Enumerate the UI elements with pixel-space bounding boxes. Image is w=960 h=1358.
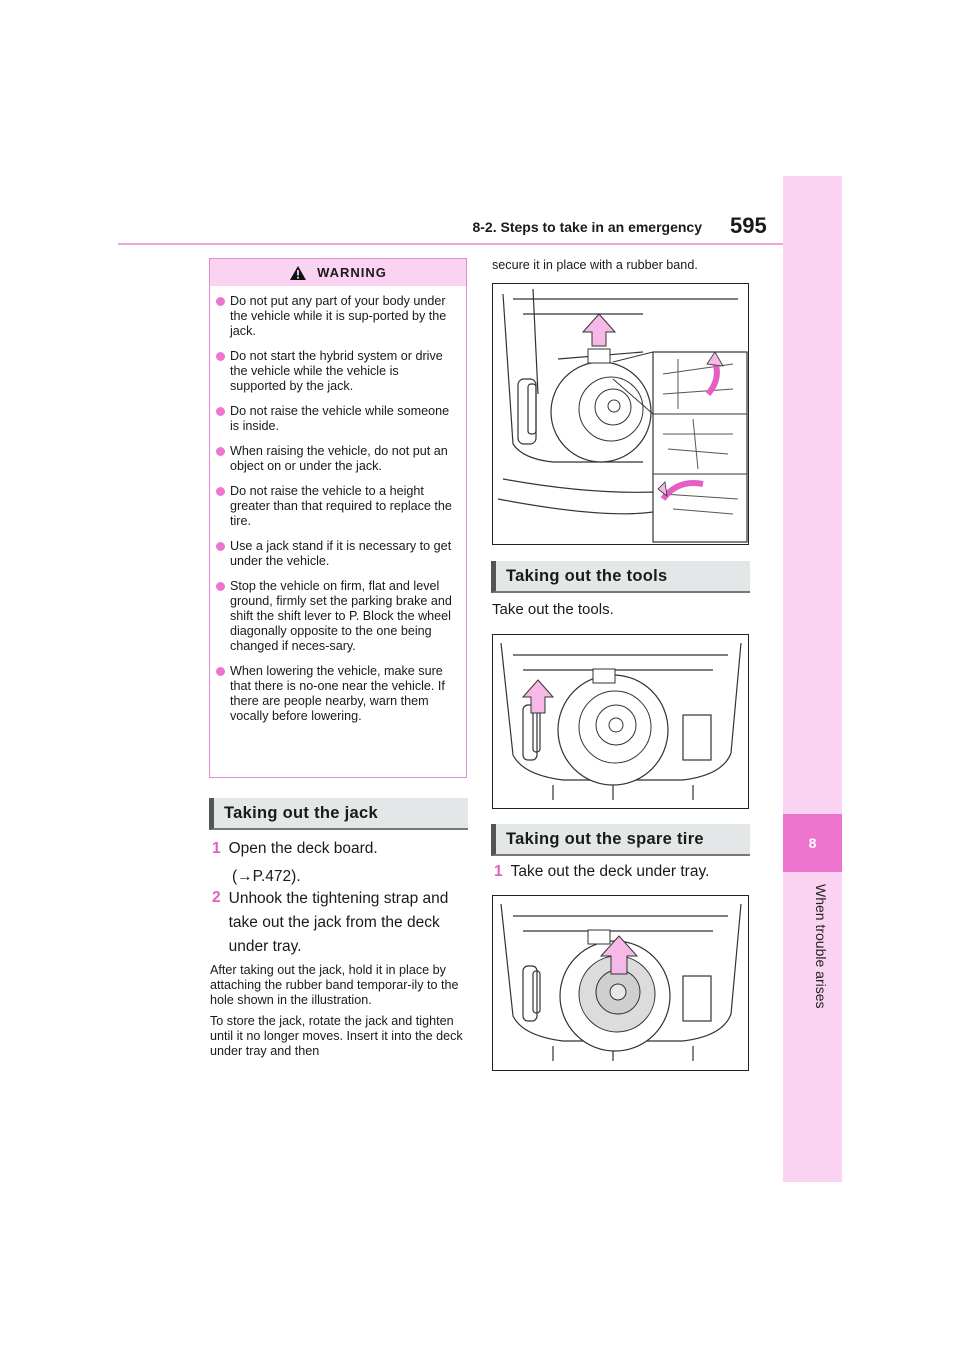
spare-tire-illustration xyxy=(492,895,749,1071)
bullet-icon xyxy=(216,667,225,676)
warning-item: Use a jack stand if it is necessary to get under the vehicle. xyxy=(218,539,456,569)
jack-step-1: 1 Open the deck board. (→P.472). xyxy=(212,838,470,888)
warning-item: Stop the vehicle on firm, flat and level ground, firmly set the parking brake and shift the shift lever to P. Block the wheel diagonally opposite to the one being changed if neces-sary. xyxy=(218,579,456,654)
chapter-number: 8 xyxy=(783,814,842,872)
section-title: 8-2. Steps to take in an emergency xyxy=(472,219,702,235)
tools-section-heading: Taking out the tools xyxy=(491,561,750,593)
bullet-icon xyxy=(216,352,225,361)
page-reference[interactable]: (→P.472). xyxy=(232,868,301,885)
warning-item: When lowering the vehicle, make sure that there is no-one near the vehicle. If there are people nearby, warn them vocally before lowering. xyxy=(218,664,456,724)
warning-item: When raising the vehicle, do not put an object on or under the jack. xyxy=(218,444,456,474)
chapter-tab xyxy=(783,176,842,1182)
jack-illustration xyxy=(492,283,749,545)
chapter-title: When trouble arises xyxy=(813,884,829,1009)
header-divider xyxy=(118,243,783,245)
spare-step-1: 1 Take out the deck under tray. xyxy=(494,863,710,880)
spare-section-heading: Taking out the spare tire xyxy=(491,824,750,856)
warning-item: Do not raise the vehicle while someone is inside. xyxy=(218,404,456,434)
page-number: 595 xyxy=(730,213,767,238)
warning-header xyxy=(210,259,466,286)
jack-step-2: 2 Unhook the tightening strap and take out the jack from the deck under tray. xyxy=(212,887,474,959)
jack-section-heading: Taking out the jack xyxy=(209,798,468,830)
warning-item: Do not put any part of your body under the vehicle while it is sup-ported by the jack. xyxy=(218,294,456,339)
step-number: 1 xyxy=(494,863,503,880)
bullet-icon xyxy=(216,582,225,591)
bullet-icon xyxy=(216,407,225,416)
warning-list xyxy=(210,286,466,724)
step-number: 1 xyxy=(212,840,221,857)
jack-note-1: After taking out the jack, hold it in place by attaching the rubber band temporar-ily to the hole shown in the illustration. xyxy=(210,963,459,1007)
jack-note-2-continued: secure it in place with a rubber band. xyxy=(492,258,698,272)
bullet-icon xyxy=(216,542,225,551)
bullet-icon xyxy=(216,297,225,306)
warning-title: WARNING xyxy=(317,265,387,280)
warning-triangle-icon xyxy=(289,265,307,281)
tools-instruction: Take out the tools. xyxy=(492,601,614,618)
step-number: 2 xyxy=(212,889,221,906)
tools-illustration xyxy=(492,634,749,809)
jack-note-2: To store the jack, rotate the jack and tighten until it no longer moves. Insert it into the deck under tray and then xyxy=(210,1014,463,1058)
warning-box xyxy=(209,258,467,778)
warning-item: Do not start the hybrid system or drive the vehicle while the vehicle is supported by the jack. xyxy=(218,349,456,394)
bullet-icon xyxy=(216,487,225,496)
warning-item: Do not raise the vehicle to a height greater than that required to replace the tire. xyxy=(218,484,456,529)
bullet-icon xyxy=(216,447,225,456)
